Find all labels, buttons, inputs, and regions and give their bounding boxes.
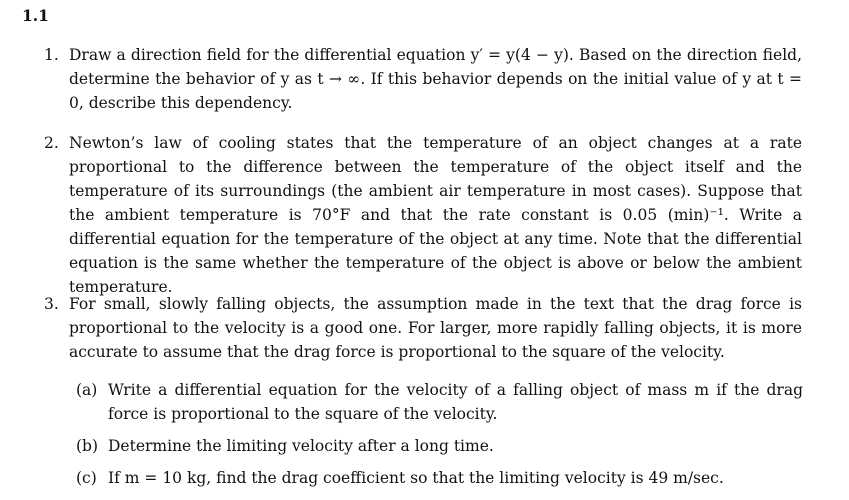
- subpart-label: (a): [76, 381, 98, 399]
- problem-number: 3.: [44, 295, 59, 313]
- problem-number: 1.: [44, 46, 59, 64]
- subpart-text: If m = 10 kg, find the drag coefficient so that the limiting velocity is 49 m/sec.: [108, 469, 724, 487]
- problem-text: For small, slowly falling objects, the assumption made in the text that the drag force is proportional to the velocity is a good one. For larger, more rapidly falling objects, it is more accurate to assume that the drag force is proportional to the square of the velocity.: [69, 295, 802, 361]
- subpart-text: Determine the limiting velocity after a long time.: [108, 437, 494, 455]
- section-heading: 1.1: [22, 6, 49, 25]
- problem-text: Draw a direction field for the differential equation y′ = y(4 − y). Based on the direction field, determine the behavior of y as t → ∞. If this behavior depends on the initial value of y at t = 0, describe this dependency.: [69, 46, 802, 112]
- subpart-label: (b): [76, 437, 99, 455]
- subpart-label: (c): [76, 469, 97, 487]
- problem-text: Newton’s law of cooling states that the temperature of an object changes at a rate proportional to the difference between the temperature of the object itself and the temperature of its surroundings (the ambient air temperature in most cases). Suppose that the ambient temperature is 70°F and that the rate constant is 0.05 (min)⁻¹. Write a differential equation for the temperature of the object at any time. Note that the differential equation is the same whether the temperature of the object is above or below the ambient temperature.: [69, 134, 802, 296]
- problem-number: 2.: [44, 134, 59, 152]
- subpart-text: Write a differential equation for the velocity of a falling object of mass m if the drag force is proportional to the square of the velocity.: [108, 381, 803, 423]
